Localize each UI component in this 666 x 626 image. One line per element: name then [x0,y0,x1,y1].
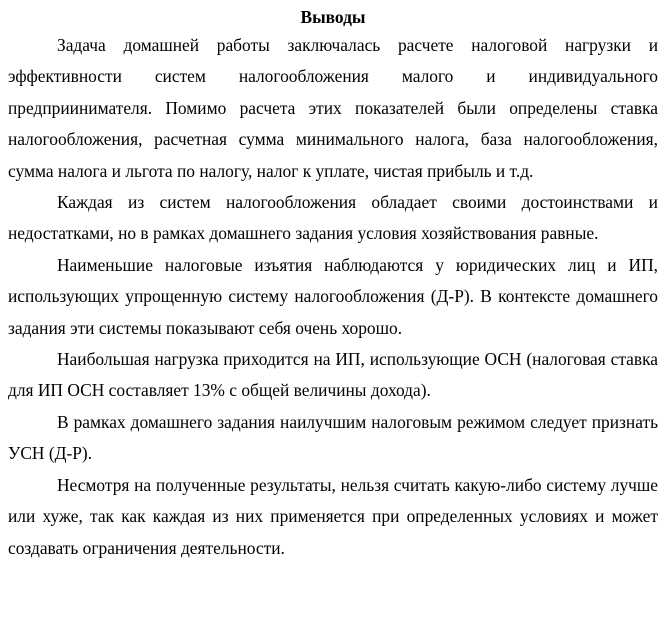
paragraph-lowest-tax: Наименьшие налоговые изъятия наблюдаются у юридических лиц и ИП, использующих упрощенную систему налогообложения (Д-Р). В контексте домашнего задания эти системы показывают себя очень хорошо. [8,254,658,338]
paragraph-highest-load: Наибольшая нагрузка приходится на ИП, использующие ОСН (налоговая ставка для ИП ОСН составляет 13% с общей величины дохода). [8,349,658,401]
paragraph-closing-remark: Несмотря на полученные результаты, нельзя считать какую-либо систему лучше или хуже, так как каждая из них применяется при определенных условиях и может создавать ограничения деятельности. [8,474,658,558]
paragraph-best-regime: В рамках домашнего задания наилучшим налоговым режимом следует признать УСН (Д-Р). [8,411,658,464]
document-title: Выводы [300,7,366,27]
paragraph-systems-merits: Каждая из систем налогообложения обладает своими достоинствами и недостатками, но в рамках домашнего задания условия хозяйствования равные. [8,192,658,244]
paragraph-task-summary: Задача домашней работы заключалась расчете налоговой нагрузки и эффективности систем налогообложения малого и индивидуального предприинимателя. Помимо расчета этих показателей были определены ставка налогообложения, расчетная сумма минимального налога, база налогообложения, сумма налога и льгота по налогу, налог к уплате, чистая прибыль и т.д. [8,35,658,181]
